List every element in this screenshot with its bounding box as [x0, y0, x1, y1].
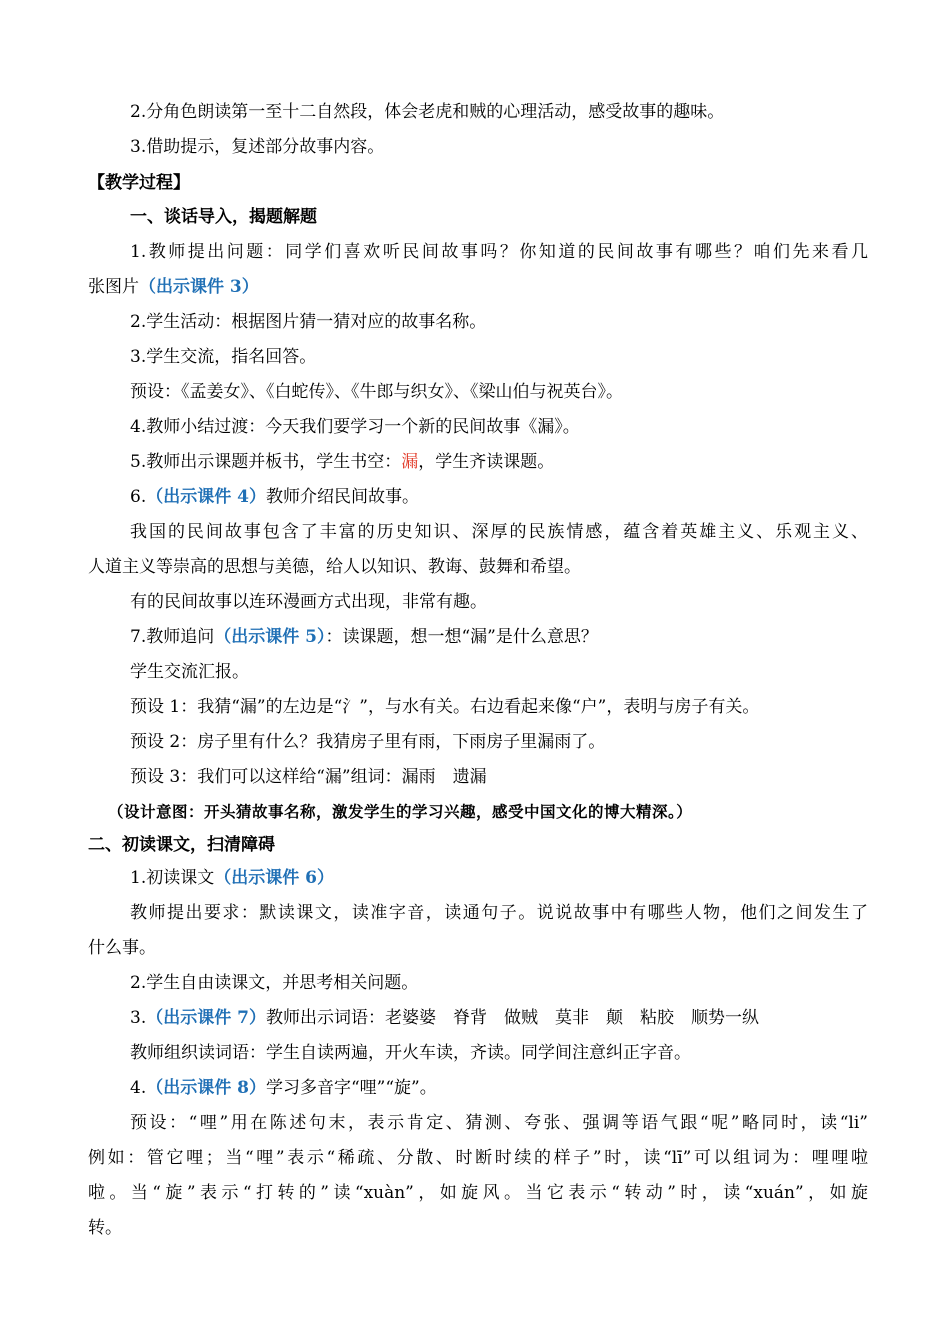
section2-step4	[130, 1076, 910, 1100]
student-report: 学生交流汇报。	[130, 662, 249, 682]
courseware-ref-5: （出示课件 5）	[214, 627, 326, 647]
reading-organization: 教师组织读词语：学生自读两遍，开火车读，齐读。同学间注意纠正字音。	[130, 1043, 691, 1063]
highlight-char: 漏	[401, 452, 419, 472]
design-intent	[108, 800, 888, 824]
polyphonic-preset-line2: 例如：管它哩；当“哩”表示“稀疏、分散、时断时续的样子”时，读“lī”可以组词为：哩哩啦	[88, 1148, 868, 1168]
preset-3: 预设 3：我们可以这样给“漏”组词：漏雨 遗漏	[130, 767, 487, 787]
polyphonic-preset-line4: 转。	[88, 1218, 122, 1238]
polyphonic-preset-line3: 啦。当“旋”表示“打转的”读“xuàn”，如旋风。当它表示“转动”时，读“xuán”，如旋	[88, 1183, 868, 1203]
teacher-requirement-line2: 什么事。	[88, 938, 156, 958]
objective-item-3: 3.借助提示，复述部分故事内容。	[130, 137, 385, 157]
preset-1: 预设 1：我猜“漏”的左边是“氵”，与水有关。右边看起来像“户”，表明与房子有关。	[130, 697, 760, 717]
section2-step3	[130, 1006, 910, 1030]
section2-step2: 2.学生自由读课文，并思考相关问题。	[130, 973, 419, 993]
polyphonic-intro: 学习多音字“哩”“旋”。	[265, 1078, 437, 1098]
objective-item-2: 2.分角色朗读第一至十二自然段，体会老虎和贼的心理活动，感受故事的趣味。	[130, 102, 725, 122]
section1-step7	[130, 625, 910, 649]
courseware-ref-3: （出示课件 3）	[139, 277, 259, 297]
step6-text: 教师介绍民间故事。	[265, 487, 419, 507]
courseware-ref-6: （出示课件 6）	[214, 868, 334, 888]
step6-number: 6.	[130, 487, 147, 507]
step7-text-end: ：读课题，想一想“漏”是什么意思？	[325, 627, 598, 647]
teacher-requirement-line1: 教师提出要求：默读课文，读准字音，读通句子。说说故事中有哪些人物，他们之间发生了	[130, 903, 868, 923]
section2-title: 二、初读课文，扫清障碍	[88, 835, 275, 855]
design-intent-label: （设计意图：	[108, 802, 205, 821]
section1-step3: 3.学生交流，指名回答。	[130, 347, 317, 367]
polyphonic-preset-line1: 预设：“哩”用在陈述句末，表示肯定、猜测、夸张、强调等语气跟“呢”略同时，读“li”	[130, 1113, 868, 1133]
folk-story-paragraph-line2: 人道主义等崇高的思想与美德，给人以知识、教诲、鼓舞和希望。	[88, 557, 581, 577]
section1-step2: 2.学生活动：根据图片猜一猜对应的故事名称。	[130, 312, 487, 332]
design-intent-text: 开头猜故事名称，激发学生的学习兴趣，感受中国文化的博大精深。）	[204, 802, 693, 821]
section2-step1	[130, 866, 910, 890]
section1-preset: 预设：《孟姜女》、《白蛇传》、《牛郎与织女》、《梁山伯与祝英台》。	[130, 382, 623, 402]
courseware-ref-4: （出示课件 4）	[146, 487, 266, 507]
vocabulary-list: 教师出示词语：老婆婆 脊背 做贼 莫非 颠 粘胶 顺势一纵	[265, 1008, 759, 1028]
step5-text-end: ，学生齐读课题。	[418, 452, 555, 472]
preset-2: 预设 2：房子里有什么？我猜房子里有雨，下雨房子里漏雨了。	[130, 732, 606, 752]
step7-text: 7.教师追问	[130, 627, 215, 647]
section2-step4-number: 4.	[130, 1078, 147, 1098]
step5-text: 5.教师出示课题并板书，学生书空：	[130, 452, 402, 472]
courseware-ref-7: （出示课件 7）	[146, 1008, 266, 1028]
section2-step1-text: 1.初读课文	[130, 868, 215, 888]
section1-title: 一、谈话导入，揭题解题	[130, 207, 317, 227]
section1-step5	[130, 450, 910, 474]
section1-step6	[130, 485, 910, 509]
section1-step4: 4.教师小结过渡：今天我们要学习一个新的民间故事《漏》。	[130, 417, 580, 437]
folk-story-paragraph-2: 有的民间故事以连环漫画方式出现，非常有趣。	[130, 592, 487, 612]
section2-step3-number: 3.	[130, 1008, 147, 1028]
step1-text: 张图片	[88, 277, 139, 297]
section1-step1-line2	[88, 275, 868, 299]
courseware-ref-8: （出示课件 8）	[146, 1078, 266, 1098]
section1-step1-line1: 1.教师提出问题：同学们喜欢听民间故事吗？你知道的民间故事有哪些？咱们先来看几	[130, 242, 868, 262]
folk-story-paragraph-line1: 我国的民间故事包含了丰富的历史知识、深厚的民族情感，蕴含着英雄主义、乐观主义、	[130, 522, 868, 542]
section-heading-process: 【教学过程】	[88, 173, 190, 193]
